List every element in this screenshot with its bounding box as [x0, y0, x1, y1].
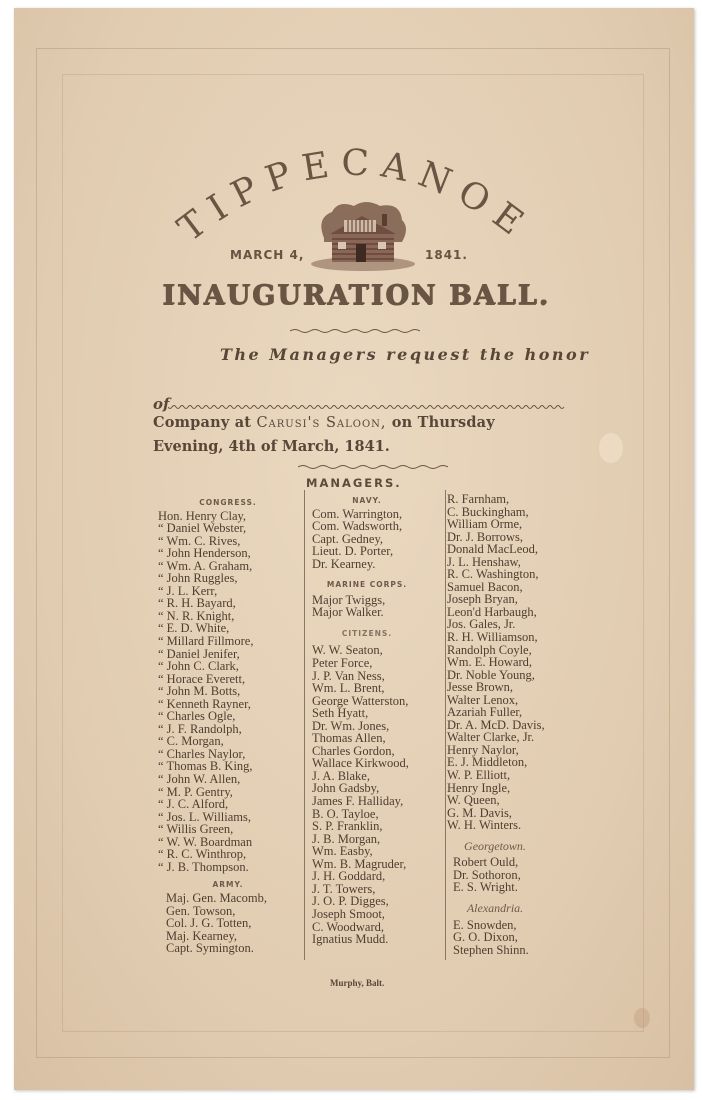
- log-cabin-illustration: [310, 198, 416, 272]
- manager-name: “ Jos. L. Williams,: [158, 809, 252, 824]
- column-divider: [445, 490, 446, 960]
- army-list: [158, 892, 303, 955]
- manager-name: “ Willis Green,: [158, 822, 234, 837]
- congress-heading: CONGRESS.: [199, 498, 257, 507]
- manager-name: Gen. Towson,: [166, 903, 236, 918]
- alexandria-heading: Alexandria.: [466, 900, 524, 915]
- manager-name: “ N. R. Knight,: [158, 608, 235, 623]
- manager-name: “ Daniel Webster,: [158, 521, 247, 536]
- third-list: [447, 493, 577, 832]
- manager-name: Maj. Kearney,: [166, 928, 238, 943]
- manager-name: R. Farnham,: [447, 492, 510, 506]
- georgetown-heading: Georgetown.: [464, 838, 526, 853]
- manager-name: Leon'd Harbaugh,: [447, 604, 537, 619]
- manager-name: E. Snowden,: [453, 917, 517, 932]
- citizens-list: [312, 644, 444, 945]
- manager-name: R. C. Washington,: [447, 567, 539, 582]
- manager-name: J. O. P. Digges,: [312, 894, 389, 909]
- manager-name: “ J. F. Randolph,: [158, 721, 242, 736]
- manager-name: “ Thomas B. King,: [158, 759, 253, 774]
- manager-name: Hon. Henry Clay,: [158, 508, 247, 523]
- manager-name: W. Queen,: [447, 793, 500, 808]
- manager-name: Joseph Bryan,: [447, 592, 518, 607]
- manager-name: J. L. Henshaw,: [447, 554, 521, 569]
- manager-name: “ J. L. Kerr,: [158, 583, 218, 598]
- manager-name: Dr. A. McD. Davis,: [447, 717, 545, 732]
- manager-name: Ignatius Mudd.: [312, 932, 389, 947]
- manager-name: J. H. Goddard,: [312, 869, 386, 884]
- request-text: The Managers request the honor: [220, 345, 591, 364]
- manager-name: Lieut. D. Porter,: [312, 544, 394, 559]
- manager-name: Dr. Noble Young,: [447, 667, 535, 682]
- manager-name: “ John M. Botts,: [158, 684, 241, 699]
- manager-name: Samuel Bacon,: [447, 579, 523, 594]
- manager-name: Wm. L. Brent,: [312, 681, 385, 696]
- manager-name: Robert Ould,: [453, 855, 519, 870]
- manager-name: J. T. Towers,: [312, 881, 376, 896]
- date-left: MARCH 4,: [230, 248, 305, 262]
- manager-name: C. Woodward,: [312, 919, 385, 934]
- manager-name: Com. Warrington,: [312, 506, 403, 521]
- column-divider: [304, 490, 305, 960]
- manager-name: Charles Gordon,: [312, 743, 395, 758]
- manager-name: “ W. W. Boardman: [158, 834, 253, 849]
- manager-name: “ John C. Clark,: [158, 659, 239, 674]
- manager-name: J. B. Morgan,: [312, 831, 381, 846]
- wave-rule-bottom: [298, 464, 448, 470]
- paper-stain: [634, 1008, 650, 1028]
- manager-name: Capt. Gedney,: [312, 531, 384, 546]
- congress-list: [158, 510, 303, 874]
- manager-name: “ Charles Ogle,: [158, 709, 236, 724]
- manager-name: Stephen Shinn.: [453, 942, 529, 957]
- manager-name: Peter Force,: [312, 656, 373, 671]
- manager-name: Com. Wadsworth,: [312, 519, 403, 534]
- manager-name: “ Charles Naylor,: [158, 746, 246, 761]
- manager-name: Walter Clarke, Jr.: [447, 730, 535, 745]
- name-line: [168, 404, 566, 410]
- manager-name: “ John Henderson,: [158, 546, 251, 561]
- manager-name: “ Wm. A. Graham,: [158, 558, 253, 573]
- manager-name: “ John W. Allen,: [158, 772, 241, 787]
- manager-name: Joseph Smoot,: [312, 906, 385, 921]
- manager-name: W. W. Seaton,: [312, 643, 383, 658]
- manager-name: R. H. Williamson,: [447, 630, 538, 645]
- manager-name: “ Millard Fillmore,: [158, 634, 254, 649]
- ball-title: INAUGURATION BALL.: [162, 280, 550, 311]
- manager-name: Major Walker.: [312, 605, 384, 620]
- manager-name: W. H. Winters.: [447, 818, 522, 833]
- citizens-heading: CITIZENS.: [341, 628, 393, 638]
- manager-name: B. O. Tayloe,: [312, 806, 379, 821]
- managers-title: MANAGERS.: [306, 476, 402, 490]
- printer-imprint: Murphy, Balt.: [330, 978, 385, 988]
- manager-name: W. P. Elliott,: [447, 768, 511, 783]
- wave-rule-top: [290, 328, 420, 334]
- manager-name: “ M. P. Gentry,: [158, 784, 233, 799]
- navy-list: [312, 508, 444, 571]
- column-navy-citizens: [312, 495, 444, 946]
- arc-title-text: TIPPECANOE: [170, 142, 540, 250]
- manager-name: “ J. B. Thompson.: [158, 859, 249, 874]
- manager-name: Wm. B. Magruder,: [312, 856, 407, 871]
- manager-name: Seth Hyatt,: [312, 706, 369, 721]
- manager-name: George Watterston,: [312, 693, 409, 708]
- manager-name: S. P. Franklin,: [312, 819, 383, 834]
- manager-name: “ Wm. C. Rives,: [158, 533, 241, 548]
- manager-name: Jos. Gales, Jr.: [447, 617, 516, 632]
- manager-name: “ Daniel Jenifer,: [158, 646, 240, 661]
- company-rest-text: on Thursday: [391, 414, 495, 431]
- evening-line: Evening, 4th of March, 1841.: [153, 438, 390, 455]
- manager-name: “ R. C. Winthrop,: [158, 847, 247, 862]
- manager-name: “ R. H. Bayard,: [158, 596, 236, 611]
- manager-name: Donald MacLeod,: [447, 542, 538, 557]
- manager-name: Henry Naylor,: [447, 742, 519, 757]
- paper-stain: [599, 433, 623, 463]
- of-label: of: [153, 395, 170, 413]
- manager-name: Henry Ingle,: [447, 780, 511, 795]
- manager-name: Dr. Kearney.: [312, 556, 376, 571]
- venue-text: Carusi's Saloon,: [256, 415, 387, 431]
- manager-name: William Orme,: [447, 517, 523, 532]
- manager-name: “ J. C. Alford,: [158, 797, 229, 812]
- manager-name: G. O. Dixon,: [453, 930, 518, 945]
- navy-heading: NAVY.: [352, 496, 382, 505]
- alexandria-list: [447, 919, 577, 957]
- manager-name: E. S. Wright.: [453, 880, 518, 895]
- manager-name: Wallace Kirkwood,: [312, 756, 409, 771]
- manager-name: Dr. J. Borrows,: [447, 529, 524, 544]
- manager-name: Major Twiggs,: [312, 592, 386, 607]
- manager-name: Capt. Symington.: [166, 941, 254, 956]
- manager-name: G. M. Davis,: [447, 805, 512, 820]
- manager-name: Dr. Wm. Jones,: [312, 718, 390, 733]
- manager-name: Col. J. G. Totten,: [166, 916, 252, 931]
- manager-name: Randolph Coyle,: [447, 642, 532, 657]
- date-right: 1841.: [425, 248, 468, 262]
- manager-name: Maj. Gen. Macomb,: [166, 890, 268, 905]
- manager-name: Jesse Brown,: [447, 680, 513, 695]
- manager-name: J. A. Blake,: [312, 768, 370, 783]
- manager-name: J. P. Van Ness,: [312, 668, 385, 683]
- manager-name: “ Kenneth Rayner,: [158, 696, 251, 711]
- column-congress: [158, 497, 303, 955]
- manager-name: “ John Ruggles,: [158, 571, 238, 586]
- manager-name: Walter Lenox,: [447, 692, 519, 707]
- manager-name: Dr. Sothoron,: [453, 867, 521, 882]
- column-third: [447, 493, 577, 956]
- manager-name: E. J. Middleton,: [447, 755, 528, 770]
- manager-name: “ C. Morgan,: [158, 734, 224, 749]
- manager-name: C. Buckingham,: [447, 504, 529, 519]
- manager-name: James F. Halliday,: [312, 794, 404, 809]
- marine-heading: MARINE CORPS.: [326, 580, 408, 590]
- manager-name: Thomas Allen,: [312, 731, 386, 746]
- company-line: [153, 414, 495, 431]
- company-text: Company at: [153, 414, 252, 431]
- army-heading: ARMY.: [212, 880, 244, 890]
- georgetown-list: [447, 856, 577, 894]
- manager-name: Wm. E. Howard,: [447, 655, 533, 670]
- manager-name: Wm. Easby,: [312, 844, 373, 859]
- manager-name: Azariah Fuller,: [447, 705, 523, 720]
- manager-name: John Gadsby,: [312, 781, 380, 796]
- manager-name: “ Horace Everett,: [158, 671, 246, 686]
- manager-name: “ E. D. White,: [158, 621, 230, 636]
- marine-list: [312, 594, 444, 619]
